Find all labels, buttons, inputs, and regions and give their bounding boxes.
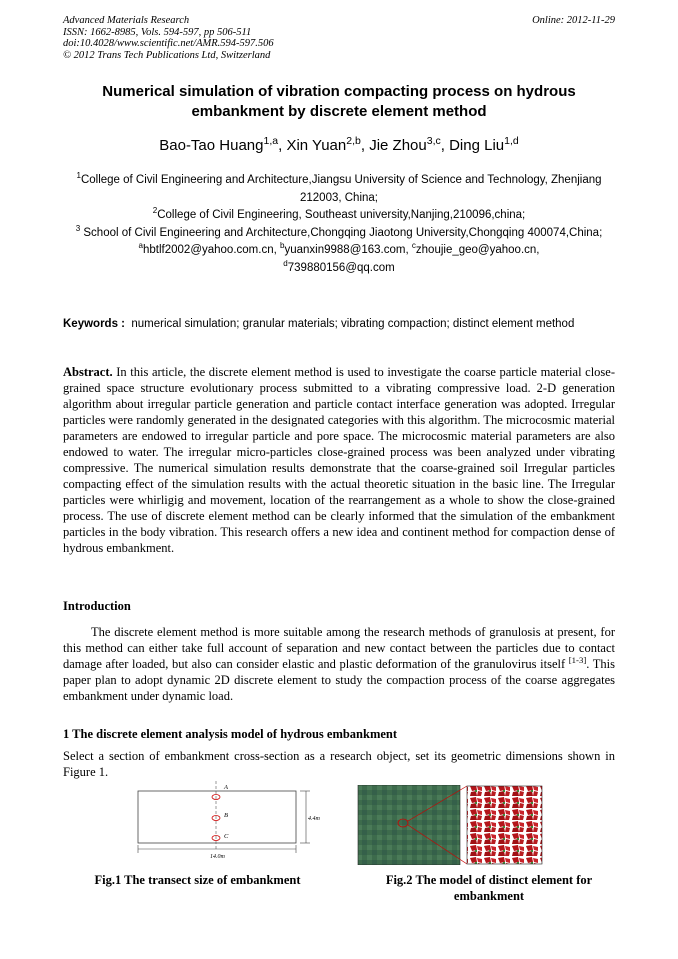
paper-title: Numerical simulation of vibration compacting process on hydrous embankment by discrete element method xyxy=(102,83,576,120)
email-d: 739880156@qq.com xyxy=(287,261,395,274)
journal-name: Advanced Materials Research xyxy=(63,15,190,26)
height-label: 4.4m xyxy=(308,816,320,822)
author-sup: 2,b xyxy=(346,135,361,147)
author-name: Jie Zhou xyxy=(369,137,427,154)
citation: [1-3] xyxy=(568,654,587,665)
label-c: C xyxy=(224,833,229,840)
author-sup: 1,d xyxy=(504,135,519,147)
abstract-text: In this article, the discrete element method is used to investigate the coarse particle material close-grained space structure evolutionary process submitted to a vibrating compressive load. 2-D generation algorithm about irregular particle generation and particle contact interface generation was adopted. Irregular particles were randomly generated in the designated categories with this algorithm. The microcosmic material parameters are endowed to irregular particle and pore space. The microcosmic material parameters are also endowed to water. The irregular micro-particles close-grained process was been analyzed under vibrating compressive. The numerical simulation results demonstrate that the coarse-grained soil Irregular particles compacting effect of the simulation results with the actual theoretic situation in the basic line. The Irregular particles were whirligig and movement, location of the rearrangement as a whole to show the close-grained process. The use of discrete element method can be clearly informed that the simulation of the embankment particles in the body vibration. This research offers a new idea and continent method for compaction dense of hydrous embankment. xyxy=(63,365,615,555)
particle-detail-view xyxy=(467,786,542,864)
author-sup: 3,c xyxy=(426,135,441,147)
figure-1-embankment-transect xyxy=(130,781,330,865)
section-1-paragraph: Select a section of embankment cross-section as a research object, set its geometric dimensions shown in Figure 1. xyxy=(63,749,615,779)
journal-header xyxy=(63,15,274,61)
keywords-label: Keywords : xyxy=(63,318,125,330)
figure-2-discrete-element-model xyxy=(357,785,543,865)
figure-1-caption: Fig.1 The transect size of embankment xyxy=(94,873,301,887)
author-list: Bao-Tao Huang$^{1,a}$, Xin Yuan$^{2,b}$, Jie Zhou$^{3,c}$, Ding Liu$^{1,d}$ xyxy=(159,135,519,154)
label-a: A xyxy=(224,784,228,791)
author-name: Xin Yuan xyxy=(286,137,347,154)
macro-model-view xyxy=(358,785,460,865)
issn: ISSN: 1662-8985, Vols. 594-597, pp 506-511 xyxy=(63,26,252,38)
section-1-heading: 1 The discrete element analysis model of hydrous embankment xyxy=(63,727,398,741)
abstract xyxy=(63,364,615,556)
introduction-paragraph: The discrete element method is more suitable among the research methods of granulosis at present, for this method can either take full account of separation and new contact between the particles due to contact damage after loaded, but also can consider elastic and plastic deformation of the granulovirus itself [1-3]. This paper plan to adopt dynamic 2D discrete element to study the compaction process of the coarse aggregates embankment under dynamic load. xyxy=(63,625,616,703)
width-label: 14.0m xyxy=(210,854,225,860)
email-c: zhoujie_geo@yahoo.cn xyxy=(415,244,537,256)
affiliation-1: $^1$College of Civil Engineering and Architecture,Jiangsu University of Science and Technology, Zhenjiang 212003, China; xyxy=(76,171,602,204)
copyright: © 2012 Trans Tech Publications Ltd, Switzerland xyxy=(63,49,271,61)
affiliation-2: $^2$College of Civil Engineering, Southeast university,Nanjing,210096,china; xyxy=(152,206,526,221)
email-a: hbtlf2002@yahoo.com.cn xyxy=(143,244,274,256)
keywords xyxy=(63,316,615,333)
online-date: Online: 2012-11-29 xyxy=(532,15,615,26)
doi: doi:10.4028/www.scientific.net/AMR.594-597.506 xyxy=(63,38,274,49)
abstract-label: Abstract. xyxy=(63,365,113,379)
keywords-text: numerical simulation; granular materials; vibrating compaction; distinct element method xyxy=(131,318,575,330)
affiliations xyxy=(63,172,615,277)
author-sup: 1,a xyxy=(263,135,279,147)
email-b: yuanxin9988@163.com xyxy=(284,244,406,256)
author-name: Ding Liu xyxy=(449,137,505,154)
introduction-heading: Introduction xyxy=(63,599,131,613)
figure-2-caption: Fig.2 The model of distinct element for embankment xyxy=(385,873,593,903)
affiliation-3: $^3$ School of Civil Engineering and Architecture,Chongqing Jiaotong University,Chongqing 400074,China; xyxy=(75,223,603,239)
label-b: B xyxy=(224,812,228,819)
author-emails: $^a$hbtlf2002@yahoo.com.cn, $^b$yuanxin9988@163.com, $^c$zhoujie_geo@yahoo.cn, $^d$739880156@qq.com xyxy=(138,241,540,274)
author-name: Bao-Tao Huang xyxy=(159,137,264,154)
